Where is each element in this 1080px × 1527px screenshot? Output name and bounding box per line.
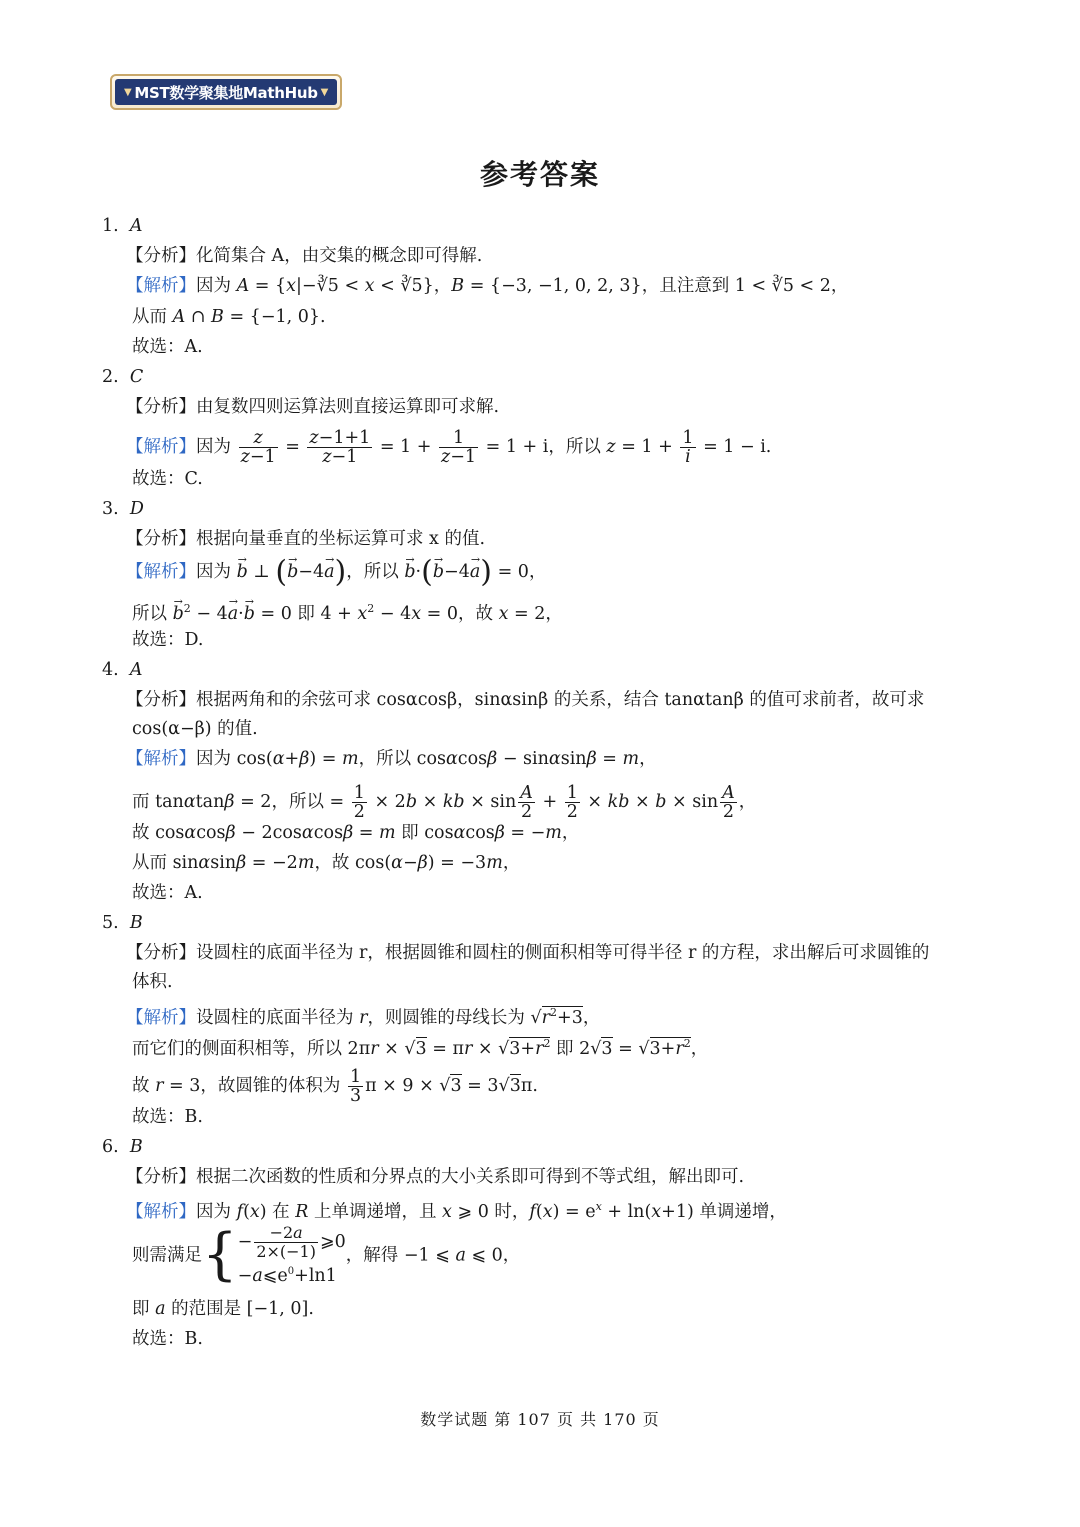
q2-choice: 故选：C. xyxy=(132,469,203,489)
q4-choice: 故选：A. xyxy=(132,883,203,903)
q4-solution-line-3: 故 cosαcosβ − 2cosαcosβ = m 即 cosαcosβ = −m， xyxy=(132,823,580,843)
q6-header xyxy=(102,1135,143,1159)
q5-solution-line-2: 而它们的侧面积相等，所以 $2\pi r \times √3 = \pi r \times √3+r^2$ 即 $2√3 = √3+r^2$， xyxy=(132,1037,709,1059)
q6-analysis xyxy=(126,1165,744,1189)
q5-header xyxy=(102,911,143,935)
q1-analysis xyxy=(126,244,482,268)
badge-right-triangle-icon: ▼ xyxy=(320,86,329,98)
q3-analysis-text: 根据向量垂直的坐标运算可求 x 的值. xyxy=(196,529,486,549)
q4-analysis-text: 根据两角和的余弦可求 cosαcosβ，sinαsinβ 的关系，结合 tanαtanβ 的值可求前者，故可求 xyxy=(196,690,925,710)
q4-solution-line-4: 从而 sinαsinβ = −2m，故 cos(α−β) = −3m， xyxy=(132,853,521,873)
analysis-tag: 【分析】 xyxy=(126,246,196,266)
q5-solution-line-3: 故 r = 3，故圆锥的体积为 $\frac{1}{3}$ π × 9 × √3 = 3√3π. xyxy=(132,1067,538,1106)
q6-solution-line-3: 即 a 的范围是 [−1, 0]. xyxy=(132,1299,314,1319)
analysis-tag: 【分析】 xyxy=(126,690,196,710)
q5-analysis-line-2: 体积. xyxy=(132,972,173,992)
q4-analysis-line-2: cos(α−β) 的值. xyxy=(132,719,258,739)
q4-answer: A xyxy=(129,660,143,680)
brand-badge xyxy=(110,74,342,110)
q3-choice: 故选：D. xyxy=(132,630,204,650)
q2-analysis-text: 由复数四则运算法则直接运算即可求解. xyxy=(196,397,500,417)
brand-badge-inner xyxy=(115,79,337,105)
q5-number: 5. xyxy=(102,913,119,933)
solution-tag: 【解析】 xyxy=(126,562,196,582)
q4-number: 4. xyxy=(102,660,119,680)
q1-answer: A xyxy=(129,216,143,236)
analysis-tag: 【分析】 xyxy=(126,529,196,549)
q1-number: 1. xyxy=(102,216,119,236)
q5-choice: 故选：B. xyxy=(132,1107,203,1127)
badge-left-triangle-icon: ▼ xyxy=(123,86,132,98)
solution-tag: 【解析】 xyxy=(126,1201,196,1222)
q4-solution-line-2: 而 tanαtanβ = 2，所以 = $\frac{1}{2}$ × 2b × kb × sin $\frac{A}{2}$ + $\frac{1}{2}$ × kb × b × sin $\frac{A}{2}$ ， xyxy=(132,783,757,822)
q1-solution-line-2: 从而 A ∩ B = {−1, 0}. xyxy=(132,307,326,327)
q1-choice: 故选：A. xyxy=(132,337,203,357)
solution-tag: 【解析】 xyxy=(126,437,196,457)
analysis-tag: 【分析】 xyxy=(126,1167,196,1187)
solution-tag: 【解析】 xyxy=(126,749,196,769)
q1-solution-line-1: 【解析】因为 A = {x|−∛5 < x < ∛5}，B = {−3, −1, 0, 2, 3}，且注意到 1 < ∛5 < 2， xyxy=(126,276,849,296)
q4-analysis xyxy=(126,688,924,712)
q3-solution-line-1: 【解析】因为 → b ⊥ (→ b−4→ a)，所以 → b·(→ b−4→ a) = 0， xyxy=(126,560,546,585)
q6-choice: 故选：B. xyxy=(132,1329,203,1349)
q5-answer: B xyxy=(129,913,143,933)
q1-analysis-text: 化简集合 A，由交集的概念即可得解. xyxy=(196,246,483,266)
q3-answer: D xyxy=(129,499,144,519)
page-title: 参考答案 xyxy=(479,158,600,191)
q3-header xyxy=(102,497,144,521)
q5-solution-line-1: 【解析】设圆柱的底面半径为 r，则圆锥的母线长为 $√r^2+3$， xyxy=(126,1006,601,1028)
q2-analysis xyxy=(126,395,499,419)
q6-answer: B xyxy=(129,1137,143,1157)
q6-analysis-text: 根据二次函数的性质和分界点的大小关系即可得到不等式组，解出即可. xyxy=(196,1167,745,1187)
q1-header xyxy=(102,214,142,238)
q3-solution-line-2: 所以 → $b^2 - 4\to a\cdot\to b = 0$ 即 $4 + x^2 - 4x = 0$，故 x = 2， xyxy=(132,597,563,626)
q5-analysis xyxy=(126,941,929,965)
q4-header xyxy=(102,658,142,682)
q5-analysis-text: 设圆柱的底面半径为 r，根据圆锥和圆柱的侧面积相等可得半径 r 的方程，求出解后可求圆锥的 xyxy=(196,943,930,963)
q4-solution-line-1: 【解析】因为 cos(α+β) = m，所以 cosαcosβ − sinαsinβ = m， xyxy=(126,749,657,769)
page-footer: 数学试题 第 107 页 共 170 页 xyxy=(420,1410,660,1429)
q6-solution-line-1: 【解析】因为 f(x) 在 R 上单调递增，且 x ⩾ 0 时，$f(x) = e^x + \ln(x+1)$ 单调递增， xyxy=(126,1200,787,1222)
solution-tag: 【解析】 xyxy=(126,276,196,296)
q3-analysis xyxy=(126,527,485,551)
solution-tag: 【解析】 xyxy=(126,1007,196,1028)
q6-number: 6. xyxy=(102,1137,119,1157)
analysis-tag: 【分析】 xyxy=(126,943,196,963)
q2-header xyxy=(102,365,143,389)
q2-solution: 【解析】因为 $\frac{z}{z-1}$ = $\frac{z-1+1}{z-1}$ = 1 + $\frac{1}{z-1}$ = 1 + i，所以 z = 1 + $\frac{1}{i}$ = 1 − i. xyxy=(126,428,772,467)
q2-answer: C xyxy=(129,367,144,387)
q2-number: 2. xyxy=(102,367,119,387)
analysis-tag: 【分析】 xyxy=(126,397,196,417)
q6-solution-system: 则需满足{ − $\frac{-2a}{2\times(-1)}$ ⩾0 $-a⩽e^0+\ln 1$ ，解得 −1 ⩽ a ⩽ 0， xyxy=(132,1222,521,1288)
badge-text: MST数学聚集地MathHub xyxy=(134,83,318,102)
q3-number: 3. xyxy=(102,499,119,519)
